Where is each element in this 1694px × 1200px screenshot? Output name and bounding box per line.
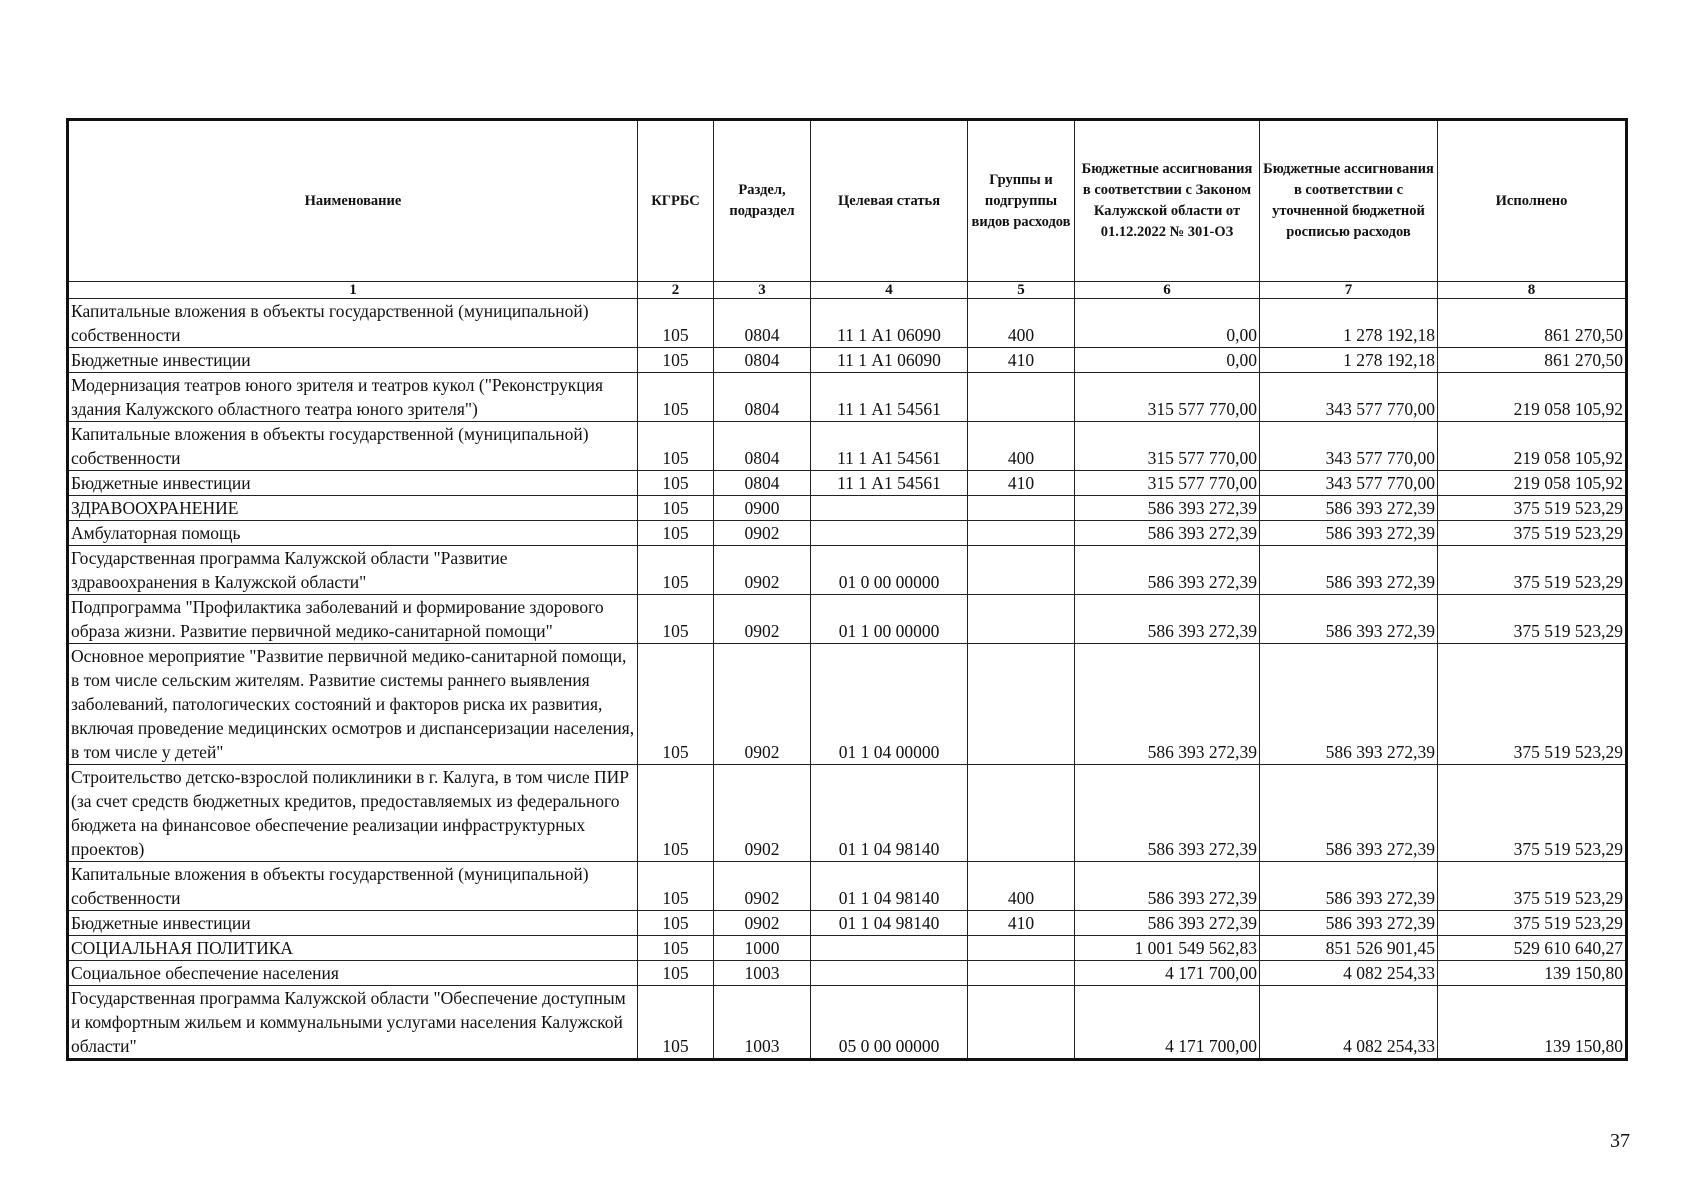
cell-kgrbs: 105 [638,348,714,373]
table-row [68,521,1627,546]
header-schedule: Бюджетные ассигнования в соответствии с уточненной бюджетной росписью расходов [1260,120,1438,282]
header-name: Наименование [68,120,638,282]
cell-law: 1 001 549 562,83 [1075,936,1260,961]
cell-law: 315 577 770,00 [1075,373,1260,422]
cell-executed: 861 270,50 [1438,348,1627,373]
cell-name: Модернизация театров юного зрителя и театров кукол ("Реконструкция здания Калужского областного театра юного зрителя") [68,373,638,422]
cell-target: 01 1 04 00000 [811,644,968,765]
cell-schedule: 4 082 254,33 [1260,961,1438,986]
cell-name: СОЦИАЛЬНАЯ ПОЛИТИКА [68,936,638,961]
cell-kgrbs: 105 [638,961,714,986]
cell-target [811,961,968,986]
cell-kgrbs: 105 [638,422,714,471]
cell-executed: 139 150,80 [1438,961,1627,986]
column-number: 3 [714,282,811,299]
cell-kgrbs: 105 [638,546,714,595]
cell-name: Амбулаторная помощь [68,521,638,546]
column-number: 8 [1438,282,1627,299]
cell-schedule: 343 577 770,00 [1260,471,1438,496]
cell-name: Бюджетные инвестиции [68,911,638,936]
cell-section: 0804 [714,471,811,496]
cell-law: 4 171 700,00 [1075,986,1260,1060]
cell-name: Бюджетные инвестиции [68,348,638,373]
cell-kgrbs: 105 [638,595,714,644]
cell-law: 586 393 272,39 [1075,644,1260,765]
cell-section: 0902 [714,595,811,644]
cell-executed: 861 270,50 [1438,299,1627,348]
cell-schedule: 586 393 272,39 [1260,546,1438,595]
cell-target: 11 1 А1 06090 [811,299,968,348]
cell-group [968,644,1075,765]
budget-table-container [66,118,1628,1061]
column-number: 1 [68,282,638,299]
cell-executed: 219 058 105,92 [1438,422,1627,471]
cell-target: 05 0 00 00000 [811,986,968,1060]
cell-schedule: 586 393 272,39 [1260,911,1438,936]
table-row [68,471,1627,496]
cell-schedule: 586 393 272,39 [1260,644,1438,765]
cell-section: 1003 [714,986,811,1060]
cell-group [968,496,1075,521]
cell-schedule: 586 393 272,39 [1260,496,1438,521]
cell-schedule: 851 526 901,45 [1260,936,1438,961]
table-row [68,299,1627,348]
cell-section: 1000 [714,936,811,961]
cell-target: 01 1 00 00000 [811,595,968,644]
column-number-row [68,282,1627,299]
cell-law: 586 393 272,39 [1075,862,1260,911]
cell-law: 586 393 272,39 [1075,496,1260,521]
table-row [68,936,1627,961]
cell-law: 315 577 770,00 [1075,422,1260,471]
cell-section: 0804 [714,373,811,422]
cell-law: 315 577 770,00 [1075,471,1260,496]
cell-executed: 375 519 523,29 [1438,765,1627,862]
cell-law: 586 393 272,39 [1075,546,1260,595]
cell-target: 01 1 04 98140 [811,862,968,911]
cell-kgrbs: 105 [638,496,714,521]
cell-kgrbs: 105 [638,986,714,1060]
cell-kgrbs: 105 [638,299,714,348]
cell-target [811,496,968,521]
cell-target: 11 1 А1 54561 [811,471,968,496]
table-row [68,765,1627,862]
cell-target: 11 1 А1 54561 [811,422,968,471]
cell-group: 410 [968,471,1075,496]
cell-section: 0902 [714,765,811,862]
cell-schedule: 343 577 770,00 [1260,373,1438,422]
cell-section: 0902 [714,911,811,936]
cell-name: Социальное обеспечение населения [68,961,638,986]
header-target: Целевая статья [811,120,968,282]
cell-name: Строительство детско-взрослой поликлиники в г. Калуга, в том числе ПИР (за счет средств бюджетных кредитов, предоставляемых из федерального бюджета на финансовое обеспечение реализации инфраструктурных проектов) [68,765,638,862]
cell-target: 11 1 А1 54561 [811,373,968,422]
cell-law: 586 393 272,39 [1075,765,1260,862]
table-header-row [68,120,1627,282]
table-row [68,496,1627,521]
cell-kgrbs: 105 [638,936,714,961]
cell-schedule: 586 393 272,39 [1260,765,1438,862]
cell-target [811,936,968,961]
cell-target: 11 1 А1 06090 [811,348,968,373]
cell-group: 410 [968,911,1075,936]
cell-group [968,986,1075,1060]
header-section: Раздел, подраздел [714,120,811,282]
cell-kgrbs: 105 [638,644,714,765]
cell-name: ЗДРАВООХРАНЕНИЕ [68,496,638,521]
cell-section: 0900 [714,496,811,521]
cell-name: Государственная программа Калужской области "Развитие здравоохранения в Калужской области" [68,546,638,595]
header-executed: Исполнено [1438,120,1627,282]
cell-schedule: 4 082 254,33 [1260,986,1438,1060]
cell-executed: 375 519 523,29 [1438,644,1627,765]
cell-law: 586 393 272,39 [1075,595,1260,644]
cell-law: 586 393 272,39 [1075,521,1260,546]
cell-schedule: 586 393 272,39 [1260,521,1438,546]
cell-group: 410 [968,348,1075,373]
cell-executed: 375 519 523,29 [1438,546,1627,595]
cell-schedule: 1 278 192,18 [1260,299,1438,348]
cell-executed: 375 519 523,29 [1438,496,1627,521]
cell-kgrbs: 105 [638,521,714,546]
table-row [68,862,1627,911]
cell-section: 0902 [714,546,811,595]
cell-group [968,595,1075,644]
cell-executed: 375 519 523,29 [1438,595,1627,644]
table-row [68,422,1627,471]
page-number: 37 [1610,1130,1630,1152]
cell-schedule: 343 577 770,00 [1260,422,1438,471]
cell-target: 01 1 04 98140 [811,765,968,862]
cell-target: 01 1 04 98140 [811,911,968,936]
cell-target [811,521,968,546]
cell-law: 0,00 [1075,299,1260,348]
budget-table [66,118,1628,1061]
table-row [68,986,1627,1060]
column-number: 4 [811,282,968,299]
cell-section: 0804 [714,299,811,348]
table-row [68,644,1627,765]
cell-section: 0902 [714,862,811,911]
cell-kgrbs: 105 [638,373,714,422]
cell-target: 01 0 00 00000 [811,546,968,595]
cell-law: 586 393 272,39 [1075,911,1260,936]
cell-section: 1003 [714,961,811,986]
cell-kgrbs: 105 [638,765,714,862]
cell-name: Капитальные вложения в объекты государственной (муниципальной) собственности [68,862,638,911]
cell-executed: 375 519 523,29 [1438,862,1627,911]
table-row [68,373,1627,422]
column-number: 2 [638,282,714,299]
cell-group: 400 [968,862,1075,911]
table-row [68,961,1627,986]
cell-group [968,373,1075,422]
header-law: Бюджетные ассигнования в соответствии с Законом Калужской области от 01.12.2022 № 301-ОЗ [1075,120,1260,282]
cell-name: Капитальные вложения в объекты государственной (муниципальной) собственности [68,299,638,348]
table-row [68,546,1627,595]
cell-name: Основное мероприятие "Развитие первичной медико-санитарной помощи, в том числе сельским жителям. Развитие системы раннего выявления заболеваний, патологических состояний и факторов риска их развития, включая проведение медицинских осмотров и диспансеризации населения, в том числе у детей" [68,644,638,765]
cell-kgrbs: 105 [638,911,714,936]
column-number: 7 [1260,282,1438,299]
cell-law: 4 171 700,00 [1075,961,1260,986]
cell-name: Бюджетные инвестиции [68,471,638,496]
cell-executed: 219 058 105,92 [1438,373,1627,422]
cell-group [968,521,1075,546]
table-row [68,911,1627,936]
cell-section: 0804 [714,348,811,373]
cell-executed: 529 610 640,27 [1438,936,1627,961]
cell-executed: 375 519 523,29 [1438,521,1627,546]
cell-group [968,765,1075,862]
column-number: 6 [1075,282,1260,299]
cell-executed: 375 519 523,29 [1438,911,1627,936]
cell-group: 400 [968,422,1075,471]
cell-group: 400 [968,299,1075,348]
table-body [68,299,1627,1060]
cell-schedule: 1 278 192,18 [1260,348,1438,373]
cell-kgrbs: 105 [638,471,714,496]
cell-group [968,546,1075,595]
cell-executed: 219 058 105,92 [1438,471,1627,496]
cell-section: 0804 [714,422,811,471]
cell-name: Капитальные вложения в объекты государственной (муниципальной) собственности [68,422,638,471]
table-row [68,595,1627,644]
cell-kgrbs: 105 [638,862,714,911]
table-row [68,348,1627,373]
cell-group [968,936,1075,961]
cell-group [968,961,1075,986]
cell-section: 0902 [714,521,811,546]
column-number: 5 [968,282,1075,299]
cell-schedule: 586 393 272,39 [1260,595,1438,644]
header-kgrbs: КГРБС [638,120,714,282]
cell-executed: 139 150,80 [1438,986,1627,1060]
cell-section: 0902 [714,644,811,765]
cell-schedule: 586 393 272,39 [1260,862,1438,911]
cell-law: 0,00 [1075,348,1260,373]
header-group: Группы и подгруппы видов расходов [968,120,1075,282]
cell-name: Государственная программа Калужской области "Обеспечение доступным и комфортным жильем и коммунальными услугами населения Калужской области" [68,986,638,1060]
cell-name: Подпрограмма "Профилактика заболеваний и формирование здорового образа жизни. Развитие первичной медико-санитарной помощи" [68,595,638,644]
